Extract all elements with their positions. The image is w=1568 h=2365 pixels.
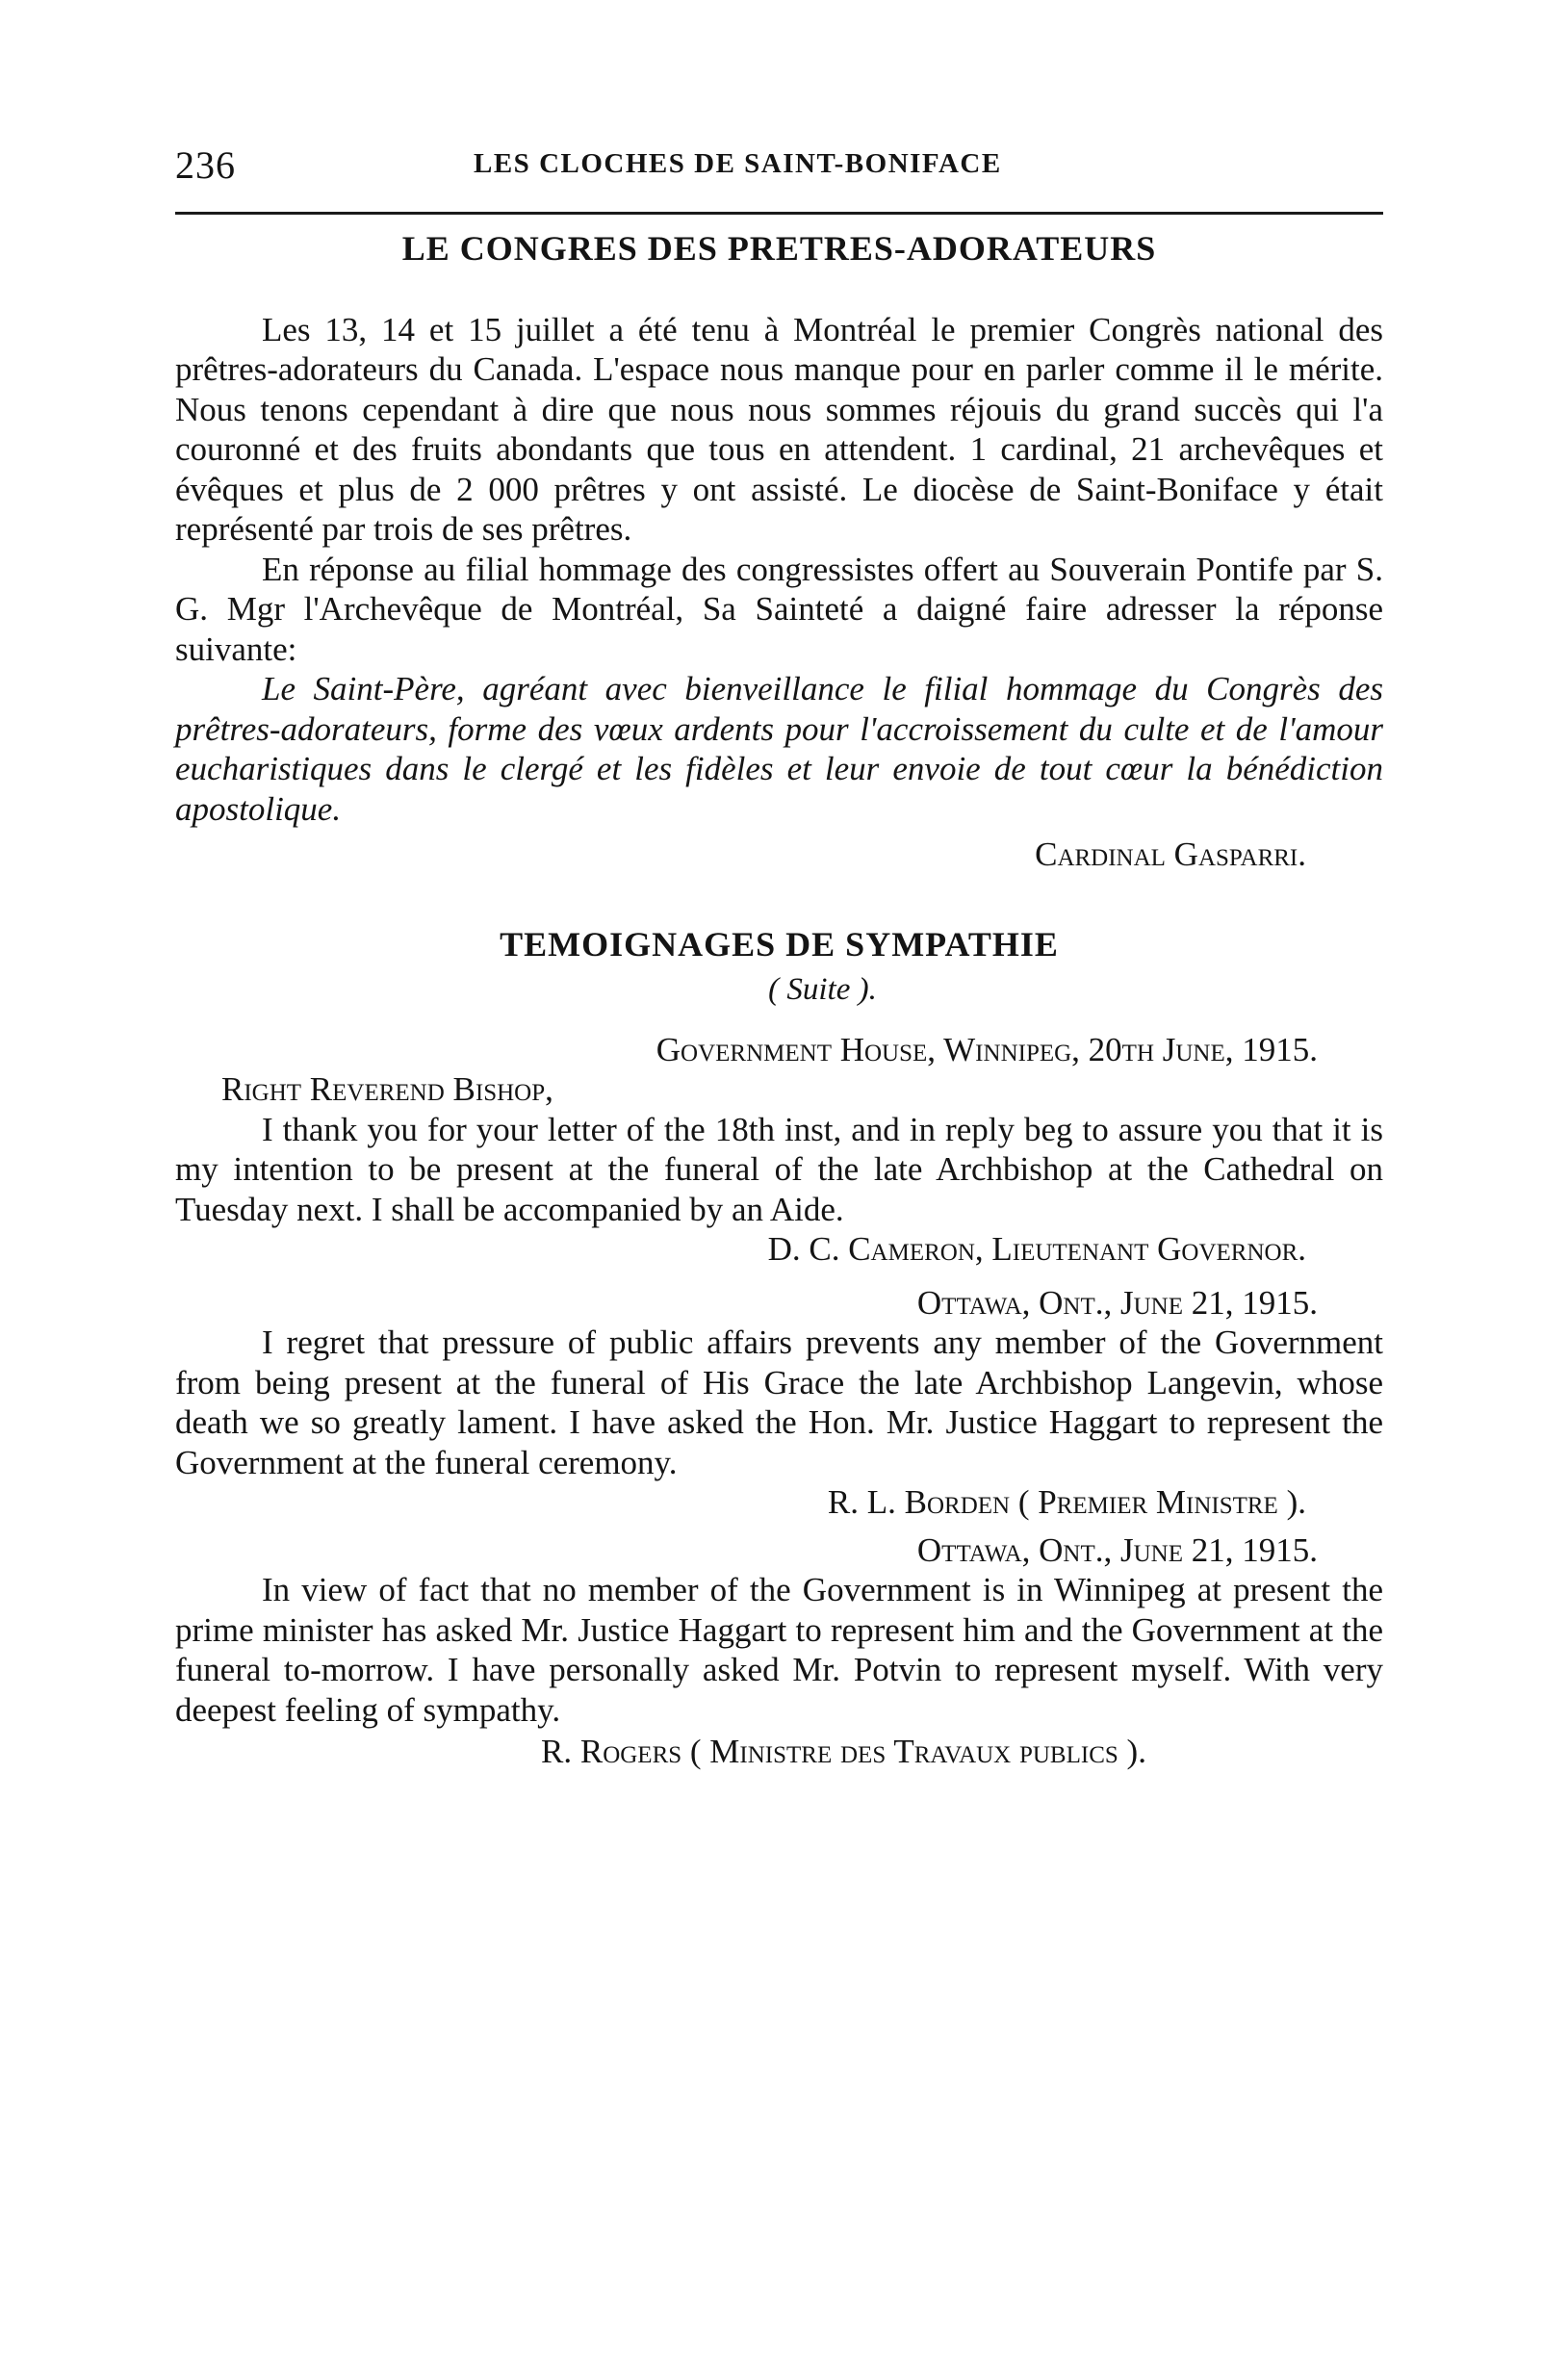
letter-1-salutation: Right Reverend Bishop, [221, 1070, 553, 1108]
letter-3-dateline: Ottawa, Ont., June 21, 1915. [916, 1530, 1318, 1569]
page-number: 236 [175, 143, 236, 187]
letter-3-body: In view of fact that no member of the Government is in Winnipeg at present the prime minister has asked Mr. Justice Haggart to represent him and the Government at the funeral to-morrow. I have personally asked Mr. Potvin to represent myself. With very deepest feeling of sympathy. [175, 1571, 1383, 1729]
running-title: LES CLOCHES DE SAINT-BONIFACE [474, 148, 1002, 179]
header-rule [175, 212, 1383, 215]
papal-reply-quote: Le Saint-Père, agréant avec bienveillance le filial hommage du Congrès des prêtres-adorateurs, forme des vœux ardents pour l'accroissement du culte et de l'amour eucharistiques dans le clergé et les fidèles et leur envoie de tout cœur la bénédiction apostolique. [175, 670, 1383, 828]
letter-1-signature: D. C. Cameron, Lieutenant Governor. [767, 1230, 1306, 1268]
section-subtitle: ( Suite ). [768, 972, 877, 1007]
gasparri-signature: Cardinal Gasparri. [1035, 835, 1306, 873]
letter-2-body: I regret that pressure of public affairs prevents any member of the Government from being present at the funeral of His Grace the late Archbishop Langevin, whose death we so greatly lament. I have asked the Hon. Mr. Justice Haggart to represent the Government at the funeral ceremony. [175, 1324, 1383, 1481]
letter-1-body: I thank you for your letter of the 18th inst, and in reply beg to assure you that it is my intention to be present at the funeral of the late Archbishop at the Cathedral on Tuesday next. I shall be accompanied by an Aide. [175, 1110, 1383, 1228]
letter-2-dateline: Ottawa, Ont., June 21, 1915. [916, 1283, 1318, 1322]
section-title-temoignages: TEMOIGNAGES DE SYMPATHIE [500, 924, 1059, 964]
section-title-congres: LE CONGRES DES PRETRES-ADORATEURS [401, 229, 1157, 268]
letter-3-signature: R. Rogers ( Ministre des Travaux publics ). [541, 1733, 1146, 1770]
letter-2-signature: R. L. Borden ( Premier Ministre ). [827, 1483, 1306, 1521]
congres-paragraph-2: En réponse au filial hommage des congressistes offert au Souverain Pontife par S. G. Mgr l'Archevêque de Montréal, Sa Sainteté a daigné faire adresser la réponse suivante: [175, 550, 1383, 668]
page-body [175, 229, 1383, 1772]
page-header [175, 142, 1383, 191]
letter-1-dateline: Government House, Winnipeg, 20th June, 1915. [655, 1030, 1318, 1068]
congres-paragraph-1: Les 13, 14 et 15 juillet a été tenu à Montréal le premier Congrès national des prêtres-adorateurs du Canada. L'espace nous manque pour en parler comme il le mérite. Nous tenons cependant à dire que nous nous sommes réjouis du grand succès qui l'a couronné et des fruits abondants que tous en attendent. 1 cardinal, 21 archevêques et évêques et plus de 2 000 prêtres y ont assisté. Le diocèse de Saint-Boniface y était représenté par trois de ses prêtres. [175, 310, 1383, 548]
